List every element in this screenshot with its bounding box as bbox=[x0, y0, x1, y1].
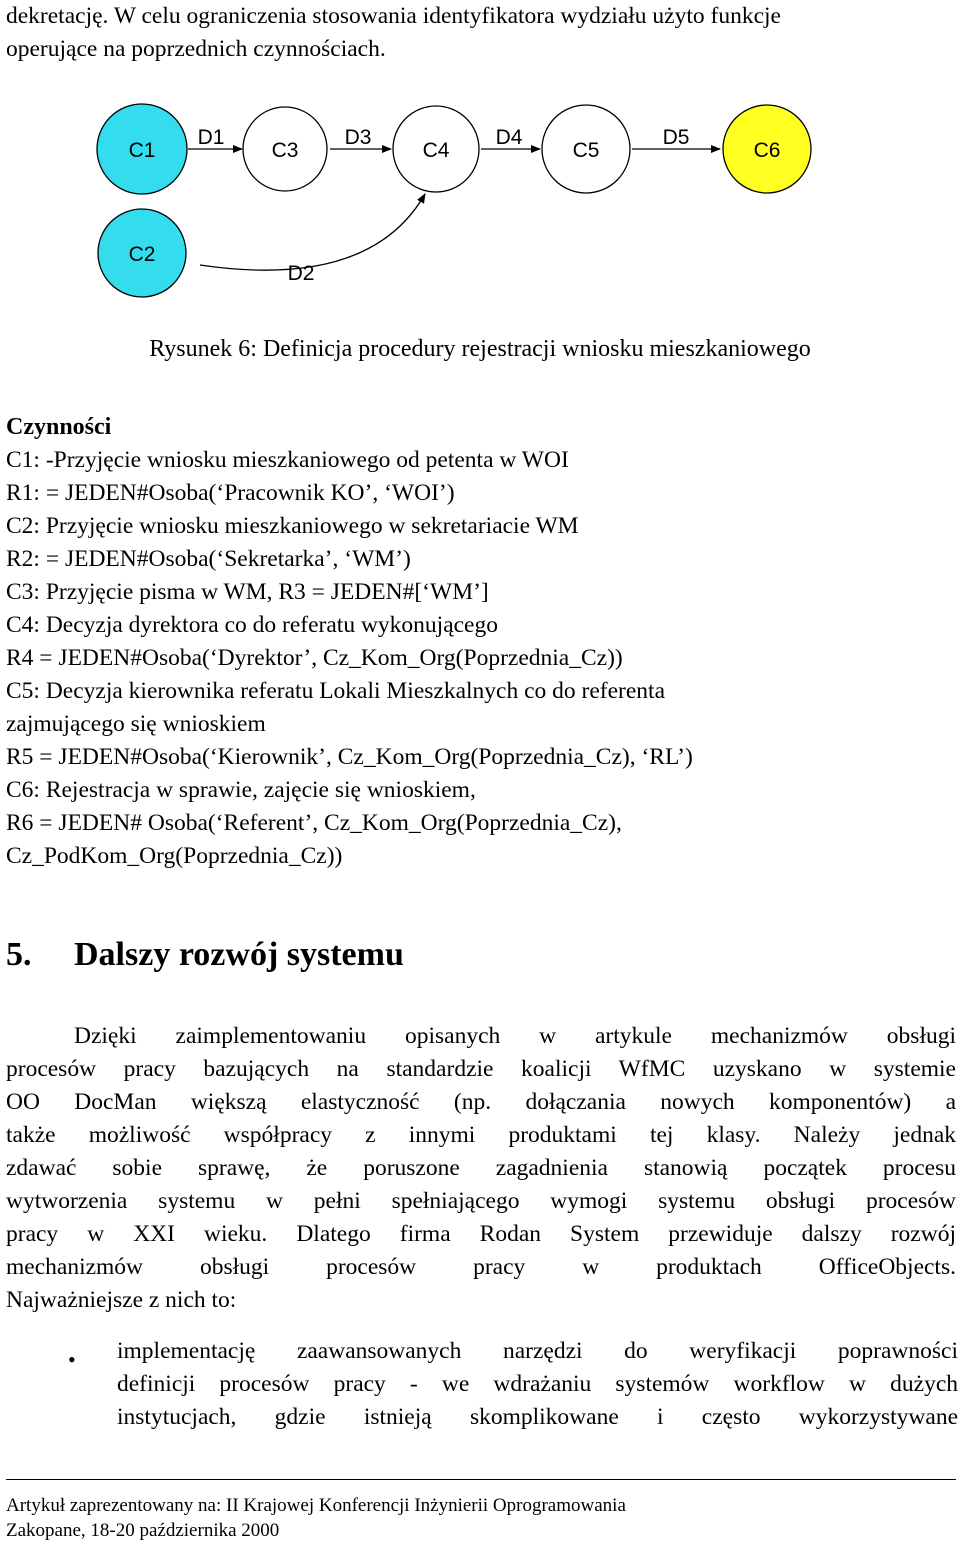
footnote-rule bbox=[6, 1479, 956, 1480]
intro-line: operujące na poprzednich czynnościach. bbox=[6, 36, 386, 62]
node-c4-label: C4 bbox=[422, 139, 450, 162]
activity-line: C5: Decyzja kierownika referatu Lokali Mieszkalnych co do referenta bbox=[6, 678, 666, 704]
footnote-line: Artykuł zaprezentowany na: II Krajowej Konferencji Inżynierii Oprogramowania bbox=[6, 1495, 626, 1516]
activity-line: C1: -Przyjęcie wniosku mieszkaniowego od petenta w WOI bbox=[6, 447, 569, 473]
edge-label-d1: D1 bbox=[197, 126, 225, 149]
node-c5 bbox=[542, 105, 630, 193]
edge-label-d3: D3 bbox=[344, 126, 372, 149]
paragraph-line: OO DocMan większą elastyczność (np. dołączania nowych komponentów) a bbox=[6, 1089, 956, 1115]
bullet-marker: • bbox=[68, 1347, 76, 1372]
node-c1-label: C1 bbox=[128, 139, 156, 162]
procedure-diagram bbox=[0, 90, 960, 300]
figure-caption: Rysunek 6: Definicja procedury rejestracji wniosku mieszkaniowego bbox=[149, 336, 811, 362]
activity-line: zajmującego się wnioskiem bbox=[6, 711, 266, 737]
paragraph-line: Dzięki zaimplementowaniu opisanych w artykule mechanizmów obsługi bbox=[74, 1023, 956, 1049]
paragraph-line: procesów pracy bazujących na standardzie koalicji WfMC uzyskano w systemie bbox=[6, 1056, 956, 1082]
paragraph-line: zdawać sobie sprawę, że poruszone zagadnienia stanowią początek procesu bbox=[6, 1155, 956, 1181]
node-c6-label: C6 bbox=[753, 139, 781, 162]
edge-label-d2: D2 bbox=[287, 262, 315, 285]
section-title: Dalszy rozwój systemu bbox=[74, 936, 404, 973]
node-c2 bbox=[98, 209, 186, 297]
edge-label-d5: D5 bbox=[662, 126, 690, 149]
activity-line: R5 = JEDEN#Osoba(‘Kierownik’, Cz_Kom_Org(Poprzednia_Cz), ‘RL’) bbox=[6, 744, 693, 770]
activity-line: R2: = JEDEN#Osoba(‘Sekretarka’, ‘WM’) bbox=[6, 546, 411, 572]
bullet-line: instytucjach, gdzie istnieją skomplikowane i często wykorzystywane bbox=[117, 1404, 958, 1430]
node-c3 bbox=[243, 107, 327, 191]
activity-line: C2: Przyjęcie wniosku mieszkaniowego w sekretariacie WM bbox=[6, 513, 579, 539]
activity-line: R1: = JEDEN#Osoba(‘Pracownik KO’, ‘WOI’) bbox=[6, 480, 455, 506]
activity-line: Cz_PodKom_Org(Poprzednia_Cz)) bbox=[6, 843, 343, 869]
paragraph-line: Najważniejsze z nich to: bbox=[6, 1287, 237, 1313]
bullet-line: implementację zaawansowanych narzędzi do weryfikacji poprawności bbox=[117, 1338, 958, 1364]
node-c1 bbox=[97, 104, 187, 194]
node-c2-label: C2 bbox=[128, 243, 156, 266]
bullet-line: definicji procesów pracy - we wdrażaniu systemów workflow w dużych bbox=[117, 1371, 958, 1397]
activity-line: C6: Rejestracja w sprawie, zajęcie się wnioskiem, bbox=[6, 777, 476, 803]
node-c4 bbox=[393, 106, 479, 192]
node-c6 bbox=[723, 105, 811, 193]
footnote-line: Zakopane, 18-20 października 2000 bbox=[6, 1520, 280, 1541]
section-number: 5. bbox=[6, 936, 32, 973]
activities-heading: Czynności bbox=[6, 414, 112, 440]
edge-c2-c4 bbox=[200, 194, 425, 270]
edge-label-d4: D4 bbox=[495, 126, 523, 149]
paragraph-line: wytworzenia systemu w pełni spełniającego wymogi systemu obsługi procesów bbox=[6, 1188, 956, 1214]
activity-line: C4: Decyzja dyrektora co do referatu wykonującego bbox=[6, 612, 498, 638]
intro-line: dekretację. W celu ograniczenia stosowania identyfikatora wydziału użyto funkcje bbox=[6, 3, 781, 29]
paragraph-line: także możliwość współpracy z innymi produktami tej klasy. Należy jednak bbox=[6, 1122, 956, 1148]
paragraph-line: pracy w XXI wieku. Dlatego firma Rodan System przewiduje dalszy rozwój bbox=[6, 1221, 956, 1247]
activity-line: R4 = JEDEN#Osoba(‘Dyrektor’, Cz_Kom_Org(Poprzednia_Cz)) bbox=[6, 645, 623, 671]
paragraph-line: mechanizmów obsługi procesów pracy w produktach OfficeObjects. bbox=[6, 1254, 956, 1280]
node-c3-label: C3 bbox=[271, 139, 299, 162]
activity-line: R6 = JEDEN# Osoba(‘Referent’, Cz_Kom_Org(Poprzednia_Cz), bbox=[6, 810, 622, 836]
node-c5-label: C5 bbox=[572, 139, 600, 162]
activity-line: C3: Przyjęcie pisma w WM, R3 = JEDEN#[‘WM’] bbox=[6, 579, 489, 605]
